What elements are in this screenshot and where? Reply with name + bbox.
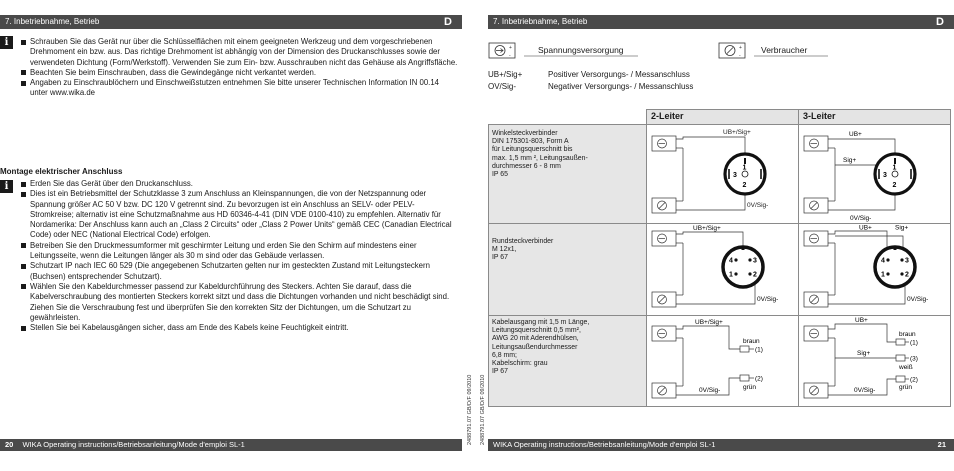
label-sig: Sig+ [857,350,871,357]
desc-line: Kabelschirm: grau [492,360,548,368]
desc-line: 6,8 mm; [492,351,517,359]
language-letter: D [936,16,944,28]
list-item: Angaben zu Einschraublöchern und Einschweißstutzen entnehmen Sie bitte unserer Technischen Information IN 00.14 unter www.wika.de [20,78,458,99]
language-letter: D [444,16,452,28]
page-header-right [488,15,954,29]
svg-text:1: 1 [729,271,733,279]
definition-key: UB+/Sig+ [488,70,523,79]
svg-text:2: 2 [892,182,897,189]
document-code-left: 2488791.07 GB/D/F 09/2010 [467,374,473,445]
list-item: Erden Sie das Gerät über den Druckanschluss. [20,179,458,189]
page-footer-left [0,439,462,451]
label-ovsig: 0V/Sig- [699,387,721,394]
desc-line: M 12x1, [492,246,517,254]
svg-text:2: 2 [905,271,909,279]
svg-text:1: 1 [892,164,897,172]
page-number: 21 [937,440,946,449]
bullet-list-electrical [20,179,458,333]
label-ovsig: 0V/Sig- [747,202,769,209]
desc-line: Leitungsaußendurchmesser [492,343,578,351]
col-header-2-wire: 2-Leiter [647,110,799,125]
svg-text:2: 2 [753,271,757,279]
consumer-icon [804,383,828,398]
svg-text:2: 2 [742,182,747,189]
footer-text: WIKA Operating instructions/Betriebsanleitung/Mode d'emploi SL-1 [493,440,716,449]
diagram-din-2wire [647,125,799,224]
table-row [489,316,951,407]
legend-consumer-label: Verbraucher [761,45,808,55]
consumer-icon [804,292,828,307]
wire-color-label: grün [743,384,757,391]
desc-line: Kabelausgang mit 1,5 m Länge, [492,319,590,326]
label-ubsig: UB+/Sig+ [693,225,721,232]
table-row [489,125,951,224]
header-title: 7. Inbetriebnahme, Betrieb [5,17,100,26]
wire-ferrule-icon [896,355,905,361]
wiring-diagram [799,224,951,315]
desc-line: IP 65 [492,171,508,179]
desc-line: Leitungsquerschnitt 0,5 mm², [492,327,581,335]
info-icon: i [0,180,13,193]
diagram-cable-3wire [799,316,951,407]
desc-line: durchmesser 6 - 8 mm [492,162,561,170]
wire-color-label: braun [899,331,916,338]
table-row [489,224,951,316]
header-title: 7. Inbetriebnahme, Betrieb [493,17,588,26]
wire-ferrule-icon [896,339,905,345]
desc-line: IP 67 [492,254,508,262]
svg-text:3: 3 [883,172,887,179]
label-ovsig: 0V/Sig- [907,296,929,303]
desc-line: Rundsteckverbinder [492,238,554,245]
svg-text:4: 4 [881,257,885,265]
svg-text:3: 3 [753,257,757,265]
m12-connector-icon [723,247,763,287]
label-ub: UB+ [855,317,868,324]
wiring-diagram [647,316,799,406]
label-ovsig: 0V/Sig- [850,215,872,222]
svg-text:(1): (1) [755,346,763,354]
label-ovsig: 0V/Sig- [757,296,779,303]
svg-text:3: 3 [733,172,737,179]
wire-color-label: grün [899,384,913,391]
document-code-right: 2488791.07 GB/D/F 09/2010 [480,374,486,445]
list-item: Wählen Sie den Kabeldurchmesser passend zur Kabeldurchführung des Steckers. Achten Sie darauf, dass die Kabelverschraubung des montierten Steckers korrekt sitzt und dass die Dichtungen vorhanden und nicht beschädigt sind. Ziehen Sie die Verschraubung fest und überprüfen Sie den korrekten Sitz der Dichtungen, um die Schutzart zu gewährleisten. [20,282,458,323]
svg-text:+: + [509,45,512,51]
legend-supply-label: Spannungsversorgung [538,45,624,55]
wire-ferrule-icon [740,346,749,352]
list-item: Schrauben Sie das Gerät nur über die Schlüsselflächen mit einem geeigneten Werkzeug und dem vorgeschriebenen Drehmoment ein bzw. aus. Das richtige Drehmoment ist abhängig von der Dimension des Druckanschlusses sowie der verwendeten Dichtung (Form/Werkstoff). Verwenden Sie zum Ein- bzw. Ausschrauben nicht das Gehäuse als Angriffsfläche. [20,37,458,68]
desc-line: IP 67 [492,368,508,376]
page-right [488,0,954,471]
label-ub: UB+ [849,131,862,138]
definition-key: OV/Sig- [488,82,517,91]
page-footer-right [488,439,954,451]
svg-text:-: - [739,53,741,59]
wire-color-label: weiß [899,364,913,371]
list-item: Betreiben Sie den Druckmessumformer mit geschirmter Leitung und erden Sie den Schirm auf mindestens einer Leitungsseite, wenn die Leitungen länger als 30 m sind oder das Gebäude verlassen. [20,241,458,262]
col-header-3-wire: 3-Leiter [799,110,951,125]
svg-text:(1): (1) [910,339,918,347]
consumer-icon [652,383,676,398]
diagram-m12-3wire [799,224,951,316]
wire-ferrule-icon [896,376,905,382]
wiring-diagram [647,125,799,223]
definition-value: Positiver Versorgungs- / Messanschluss [548,70,690,79]
label-ovsig: 0V/Sig- [854,387,876,394]
wire-color-label: braun [743,338,760,345]
svg-text:1: 1 [881,271,885,279]
diagram-m12-2wire [647,224,799,316]
wire-ferrule-icon [740,375,749,381]
wiring-diagram [647,224,799,315]
list-item: Beachten Sie beim Einschrauben, dass die Gewindegänge nicht verkantet werden. [20,68,458,78]
list-item: Schutzart IP nach IEC 60 529 (Die angegebenen Schutzarten gelten nur im gesteckten Zustand mit Leitungsteckern (Buchsen) entsprechender Schutzart). [20,261,458,282]
desc-line: DIN 175301-803, Form A [492,138,569,146]
svg-text:(3): (3) [910,355,918,363]
svg-text:+: + [739,45,742,51]
svg-text:-: - [509,53,511,59]
label-ubsig: UB+/Sig+ [695,319,723,326]
svg-text:3: 3 [905,257,909,265]
consumer-icon [652,292,676,307]
definition-value: Negativer Versorgungs- / Messanschluss [548,82,694,91]
section-title: Montage elektrischer Anschluss [0,167,123,176]
desc-line: Winkelsteckverbinder [492,130,558,137]
wiring-diagram [799,316,951,406]
svg-text:4: 4 [729,257,733,265]
list-item: Dies ist ein Betriebsmittel der Schutzklasse 3 zum Anschluss an Kleinspannungen, die von der Netzspannung oder Spannung größer AC 50 V bzw. DC 120 V getrennt sind. Zu bevorzugen ist ein Anschluss an SELV- oder PELV-Stromkreise; alternativ ist eine Schutzmaßnahme aus HD 60346-4-41 (DIN VDE 0100-410) zu empfehlen. Alternativ für Nordamerika: Der Anschluss kann auch an „Class 2 Circuits“ oder „Class 2 Power Units“ gemäß CEC (Canadian Electrical Code) oder NEC (National Electrical Code) erfolgen. [20,189,458,240]
consumer-icon [652,198,676,213]
label-ub: UB+ [859,224,872,232]
label-ubsig: UB+/Sig+ [723,129,751,136]
list-item: Stellen Sie bei Kabelausgängen sicher, dass am Ende des Kabels keine Feuchtigkeit eintritt. [20,323,458,333]
svg-text:(2): (2) [755,375,763,383]
page-header-left [0,15,462,29]
diagram-din-3wire [799,125,951,224]
wiring-diagram [799,125,951,223]
desc-line: für Leitungsquerschnitt bis [492,146,573,154]
row-description [489,224,647,316]
definition-ubsig [488,69,690,80]
label-sig: Sig+ [895,224,909,232]
connection-table [488,109,951,407]
footer-text: WIKA Operating instructions/Betriebsanleitung/Mode d'emploi SL-1 [22,440,245,449]
page-number: 20 [5,440,14,449]
m12-connector-icon [875,247,915,287]
svg-text:(2): (2) [910,376,918,384]
desc-line: max. 1,5 mm ², Leitungsaußen- [492,154,588,162]
bullet-list-install [20,37,458,99]
desc-line: AWG 20 mit Aderendhülsen, [492,335,579,343]
diagram-cable-2wire [647,316,799,407]
info-icon: i [0,36,13,49]
consumer-icon [804,198,828,213]
row-description [489,316,647,407]
svg-text:1: 1 [742,164,747,172]
definition-ovsig [488,81,693,92]
label-sig: Sig+ [843,157,857,164]
row-description [489,125,647,224]
page-left [0,0,462,471]
table-corner [489,110,647,125]
